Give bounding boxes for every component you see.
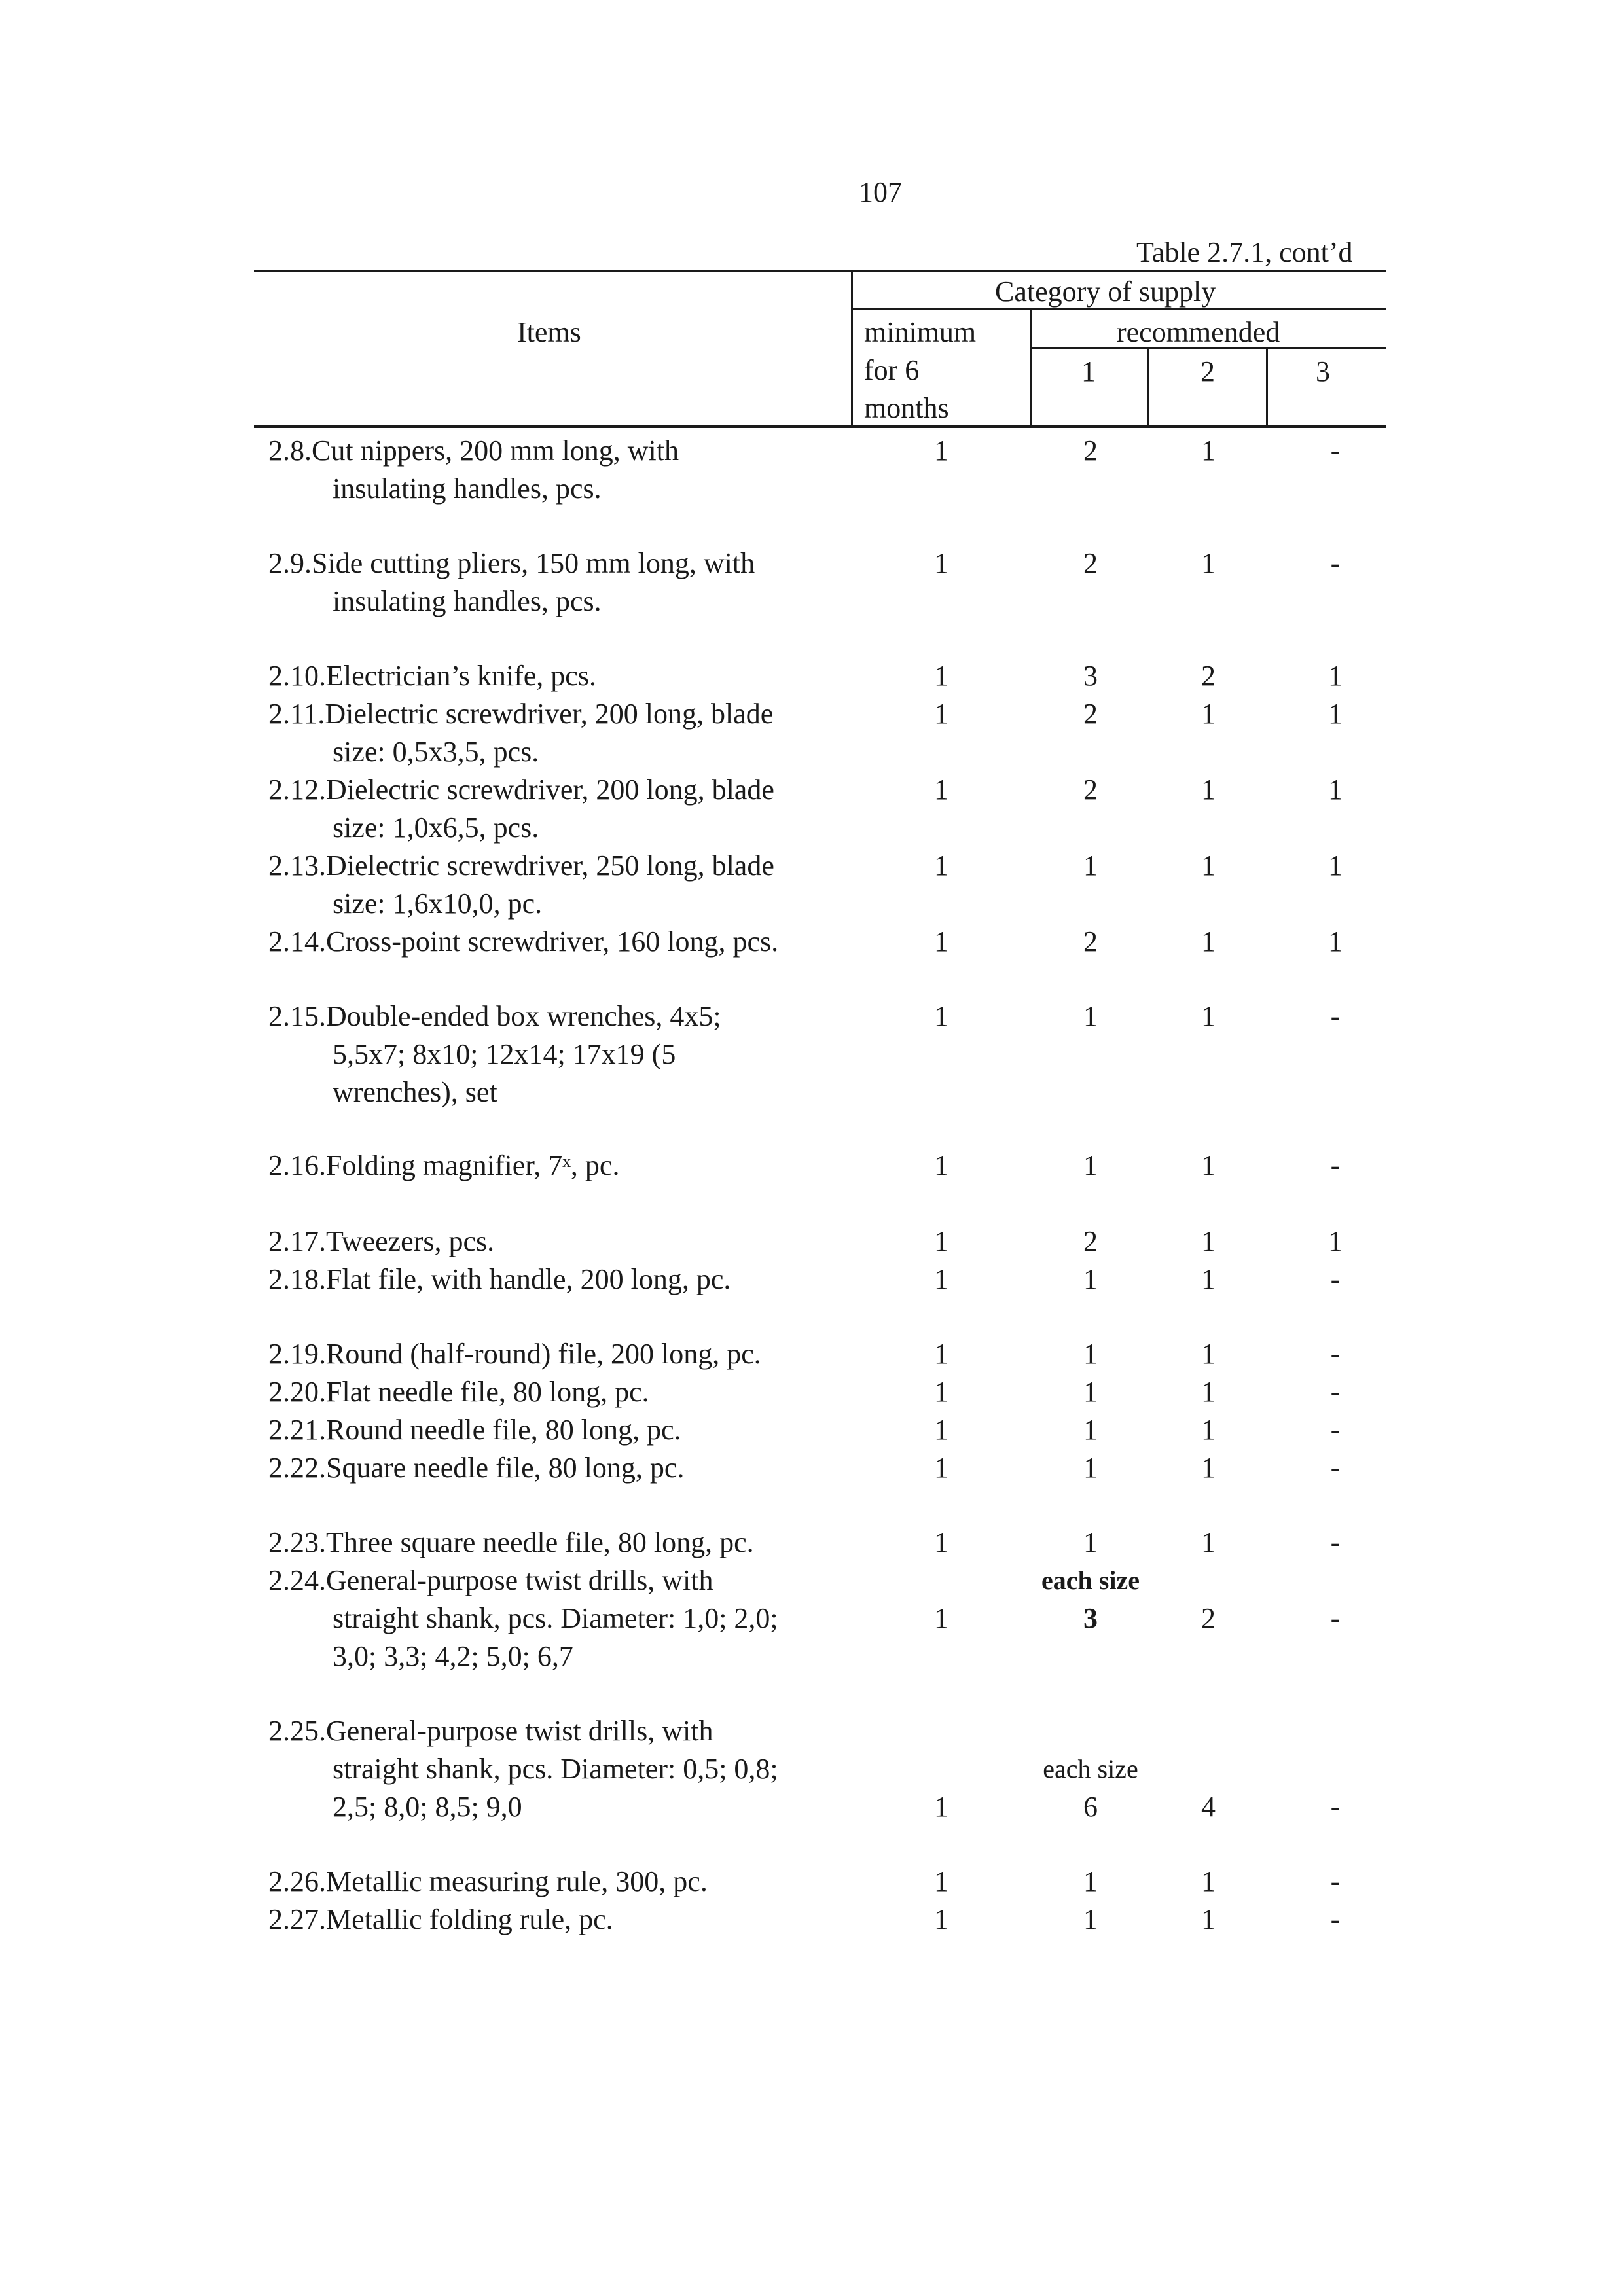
minimum-value: 1 (934, 1452, 948, 1484)
recommended-2-value: 1 (1201, 1903, 1216, 1935)
minimum-value: 1 (934, 1414, 948, 1446)
recommended-1-value: 2 (1083, 547, 1098, 579)
recommended-1-value: 2 (1083, 1225, 1098, 1257)
recommended-2-value: 1 (1201, 1376, 1216, 1408)
item-line: 2.11.Dielectric screwdriver, 200 long, blade (268, 698, 774, 730)
recommended-3-value: - (1330, 1149, 1341, 1181)
item-line: 2.10.Electrician’s knife, pcs. (268, 660, 596, 692)
minimum-header-line1: minimum (864, 316, 977, 348)
minimum-value: 1 (934, 774, 948, 806)
item-description (268, 1373, 857, 1411)
recommended-1-value: 1 (1083, 1000, 1098, 1032)
recommended-2-value: 1 (1201, 698, 1216, 730)
recommended-3-value: - (1330, 1376, 1341, 1408)
item-line: insulating handles, pcs. (333, 473, 602, 505)
recommended-3-value: - (1330, 1865, 1341, 1897)
item-line: 2.22.Square needle file, 80 long, pc. (268, 1452, 685, 1484)
item-description (268, 1261, 857, 1299)
recommended-2-value: 1 (1201, 1452, 1216, 1484)
recommended-3-value: 1 (1328, 660, 1343, 692)
minimum-header-line3: months (864, 392, 949, 424)
minimum-value: 1 (934, 1149, 948, 1181)
recommended-3-value: - (1330, 1000, 1341, 1032)
header-bottom-rule (254, 425, 1386, 428)
minimum-value: 1 (934, 1865, 948, 1897)
items-divider (851, 270, 853, 427)
minimum-value: 1 (934, 850, 948, 882)
recommended-2-value: 1 (1201, 1526, 1216, 1558)
recommended-3-value: - (1330, 1903, 1341, 1935)
item-line: straight shank, pcs. Diameter: 1,0; 2,0; (333, 1602, 778, 1634)
item-description (268, 545, 857, 620)
item-description (268, 1524, 857, 1562)
item-line: straight shank, pcs. Diameter: 0,5; 0,8; (333, 1753, 778, 1785)
item-line: 2.23.Three square needle file, 80 long, pc. (268, 1526, 754, 1558)
minimum-value: 1 (934, 1791, 948, 1823)
category-header: Category of supply (995, 276, 1216, 308)
minimum-value: 1 (934, 547, 948, 579)
item-line: size: 0,5x3,5, pcs. (333, 736, 539, 768)
item-line: 2.24.General-purpose twist drills, with (268, 1564, 713, 1596)
item-line: 2.13.Dielectric screwdriver, 250 long, blade (268, 850, 774, 882)
recommended-1-value: 6 (1083, 1791, 1098, 1823)
recommended-2-value: 1 (1201, 1149, 1216, 1181)
each-size-note: each size (1041, 1566, 1140, 1595)
items-header: Items (517, 316, 581, 348)
recommended-2-value: 1 (1201, 1263, 1216, 1295)
item-line: 2,5; 8,0; 8,5; 9,0 (333, 1791, 522, 1823)
item-line: 2.17.Tweezers, pcs. (268, 1225, 495, 1257)
recommended-1-value: 2 (1083, 925, 1098, 958)
minimum-divider (1030, 309, 1032, 427)
item-description (268, 1863, 857, 1901)
recommended-sub-3: 3 (1316, 355, 1330, 387)
minimum-value: 1 (934, 1000, 948, 1032)
recommended-3-value: - (1330, 547, 1341, 579)
item-line: 2.8.Cut nippers, 200 mm long, with (268, 435, 679, 467)
item-description (268, 1335, 857, 1373)
item-description (268, 695, 857, 771)
recommended-2-value: 1 (1201, 1225, 1216, 1257)
item-line: size: 1,0x6,5, pcs. (333, 812, 539, 844)
recommended-1-value: 1 (1083, 1338, 1098, 1370)
item-description (268, 847, 857, 923)
recommended-2-value: 2 (1201, 660, 1216, 692)
item-line: insulating handles, pcs. (333, 585, 602, 617)
recommended-1-value: 1 (1083, 1149, 1098, 1181)
item-line: 3,0; 3,3; 4,2; 5,0; 6,7 (333, 1640, 573, 1672)
minimum-value: 1 (934, 925, 948, 958)
item-line: 5,5x7; 8x10; 12x14; 17x19 (5 (333, 1038, 676, 1070)
recommended-2-value: 4 (1201, 1791, 1216, 1823)
item-description (268, 1411, 857, 1449)
item-line: 2.18.Flat file, with handle, 200 long, pc. (268, 1263, 731, 1295)
recommended-2-value: 1 (1201, 925, 1216, 958)
recommended-3-value: - (1330, 1452, 1341, 1484)
item-line: 2.12.Dielectric screwdriver, 200 long, blade (268, 774, 774, 806)
item-description (268, 771, 857, 847)
item-description (268, 1901, 857, 1939)
minimum-header-line2: for 6 (864, 354, 920, 386)
item-line: 2.27.Metallic folding rule, pc. (268, 1903, 613, 1935)
recommended-3-value: - (1330, 1602, 1341, 1634)
recommended-3-value: 1 (1328, 774, 1343, 806)
each-size-note: each size (1043, 1754, 1138, 1784)
recommended-3-value: - (1330, 1791, 1341, 1823)
recommended-1-value: 2 (1083, 698, 1098, 730)
recommended-1-value: 1 (1083, 1414, 1098, 1446)
minimum-value: 1 (934, 698, 948, 730)
recommended-3-value: 1 (1328, 698, 1343, 730)
recommended-2-value: 2 (1201, 1602, 1216, 1634)
recommended-1-value: 1 (1083, 1376, 1098, 1408)
item-line: wrenches), set (333, 1076, 497, 1108)
item-description (268, 657, 857, 695)
recommended-sub-2: 2 (1200, 355, 1215, 387)
minimum-value: 1 (934, 435, 948, 467)
recommended-2-value: 1 (1201, 547, 1216, 579)
minimum-value: 1 (934, 660, 948, 692)
item-line: 2.9.Side cutting pliers, 150 mm long, with (268, 547, 755, 579)
rec1-divider (1147, 348, 1149, 427)
recommended-3-value: 1 (1328, 925, 1343, 958)
item-description (268, 923, 857, 961)
recommended-2-value: 1 (1201, 850, 1216, 882)
item-line: 2.21.Round needle file, 80 long, pc. (268, 1414, 681, 1446)
recommended-3-value: 1 (1328, 1225, 1343, 1257)
minimum-value: 1 (934, 1602, 948, 1634)
recommended-2-value: 1 (1201, 435, 1216, 467)
minimum-value: 1 (934, 1903, 948, 1935)
recommended-3-value: 1 (1328, 850, 1343, 882)
minimum-value: 1 (934, 1263, 948, 1295)
minimum-value: 1 (934, 1526, 948, 1558)
item-line: 2.14.Cross-point screwdriver, 160 long, pcs. (268, 925, 779, 958)
item-line: size: 1,6x10,0, pc. (333, 888, 543, 920)
recommended-3-value: - (1330, 1414, 1341, 1446)
recommended-3-value: - (1330, 435, 1341, 467)
item-line: 2.26.Metallic measuring rule, 300, pc. (268, 1865, 708, 1897)
item-description (268, 432, 857, 508)
recommended-header: recommended (1117, 316, 1280, 348)
recommended-1-value: 3 (1083, 660, 1098, 692)
recommended-1-value: 1 (1083, 850, 1098, 882)
minimum-value: 1 (934, 1376, 948, 1408)
recommended-2-value: 1 (1201, 1000, 1216, 1032)
recommended-2-value: 1 (1201, 774, 1216, 806)
recommended-1-value: 2 (1083, 774, 1098, 806)
item-description (268, 1449, 857, 1487)
recommended-1-value: 1 (1083, 1263, 1098, 1295)
recommended-1-value: 1 (1083, 1452, 1098, 1484)
page-number: 107 (859, 176, 902, 208)
item-description (268, 1712, 857, 1826)
recommended-1-value: 1 (1083, 1903, 1098, 1935)
item-description (268, 997, 857, 1111)
item-description (268, 1562, 857, 1676)
item-line: 2.25.General-purpose twist drills, with (268, 1715, 713, 1747)
recommended-1-value: 2 (1083, 435, 1098, 467)
recommended-3-value: - (1330, 1338, 1341, 1370)
item-description (268, 1147, 857, 1185)
item-description (268, 1223, 857, 1261)
minimum-value: 1 (934, 1338, 948, 1370)
recommended-3-value: - (1330, 1526, 1341, 1558)
item-line: 2.16.Folding magnifier, 7ˣ, pc. (268, 1149, 620, 1181)
recommended-sub-1: 1 (1081, 355, 1096, 387)
item-line: 2.20.Flat needle file, 80 long, pc. (268, 1376, 649, 1408)
recommended-2-value: 1 (1201, 1338, 1216, 1370)
item-line: 2.19.Round (half-round) file, 200 long, pc. (268, 1338, 761, 1370)
minimum-value: 1 (934, 1225, 948, 1257)
table-caption: Table 2.7.1, cont’d (1136, 236, 1353, 268)
rec2-divider (1266, 348, 1268, 427)
recommended-1-value: 3 (1083, 1602, 1098, 1634)
recommended-1-value: 1 (1083, 1865, 1098, 1897)
item-line: 2.15.Double-ended box wrenches, 4x5; (268, 1000, 721, 1032)
recommended-2-value: 1 (1201, 1865, 1216, 1897)
table-top-rule (254, 270, 1386, 272)
recommended-1-value: 1 (1083, 1526, 1098, 1558)
recommended-2-value: 1 (1201, 1414, 1216, 1446)
recommended-3-value: - (1330, 1263, 1341, 1295)
